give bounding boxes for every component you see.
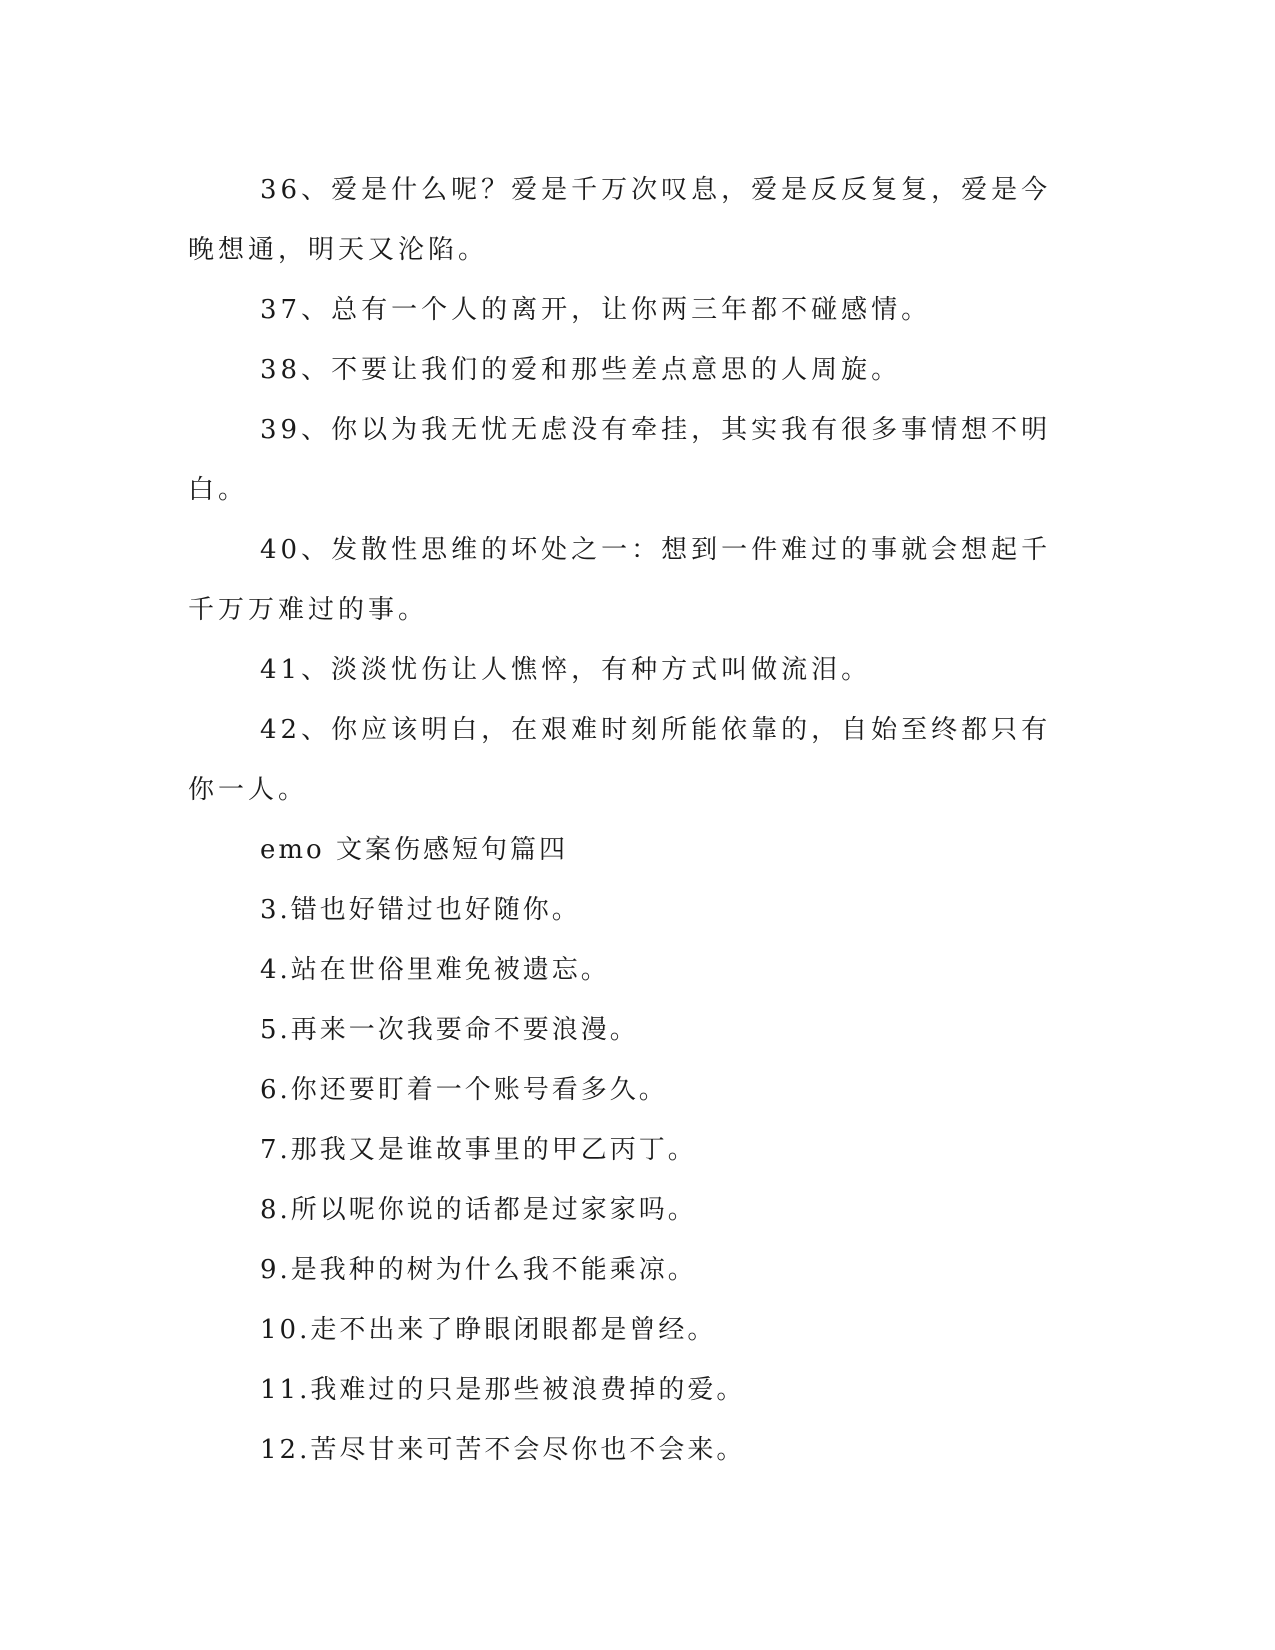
paragraph-41: 41、淡淡忧伤让人憔悴，有种方式叫做流泪。 xyxy=(260,655,872,685)
paragraph-39: 39、你以为我无忧无虑没有牵挂，其实我有很多事情想不明白。 xyxy=(188,415,1052,505)
list-item-10: 10.走不出来了睁眼闭眼都是曾经。 xyxy=(260,1315,717,1345)
paragraph-37: 37、总有一个人的离开，让你两三年都不碰感情。 xyxy=(260,295,932,325)
list-item-4: 4.站在世俗里难免被遗忘。 xyxy=(260,955,610,985)
list-item-5: 5.再来一次我要命不要浪漫。 xyxy=(260,1015,639,1045)
paragraph-40: 40、发散性思维的坏处之一：想到一件难过的事就会想起千千万万难过的事。 xyxy=(188,535,1052,625)
list-item-7: 7.那我又是谁故事里的甲乙丙丁。 xyxy=(260,1135,697,1165)
list-item-6: 6.你还要盯着一个账号看多久。 xyxy=(260,1075,668,1105)
document-body xyxy=(188,160,1078,1480)
paragraph-42: 42、你应该明白，在艰难时刻所能依靠的，自始至终都只有你一人。 xyxy=(188,715,1052,805)
section-heading: emo 文案伤感短句篇四 xyxy=(260,835,568,865)
paragraph-36: 36、爱是什么呢？爱是千万次叹息，爱是反反复复，爱是今晚想通，明天又沦陷。 xyxy=(188,175,1052,265)
list-item-11: 11.我难过的只是那些被浪费掉的爱。 xyxy=(260,1375,746,1405)
list-item-9: 9.是我种的树为什么我不能乘凉。 xyxy=(260,1255,697,1285)
paragraph-38: 38、不要让我们的爱和那些差点意思的人周旋。 xyxy=(260,355,902,385)
list-item-8: 8.所以呢你说的话都是过家家吗。 xyxy=(260,1195,697,1225)
list-item-12: 12.苦尽甘来可苦不会尽你也不会来。 xyxy=(260,1435,746,1465)
list-item-3: 3.错也好错过也好随你。 xyxy=(260,895,581,925)
